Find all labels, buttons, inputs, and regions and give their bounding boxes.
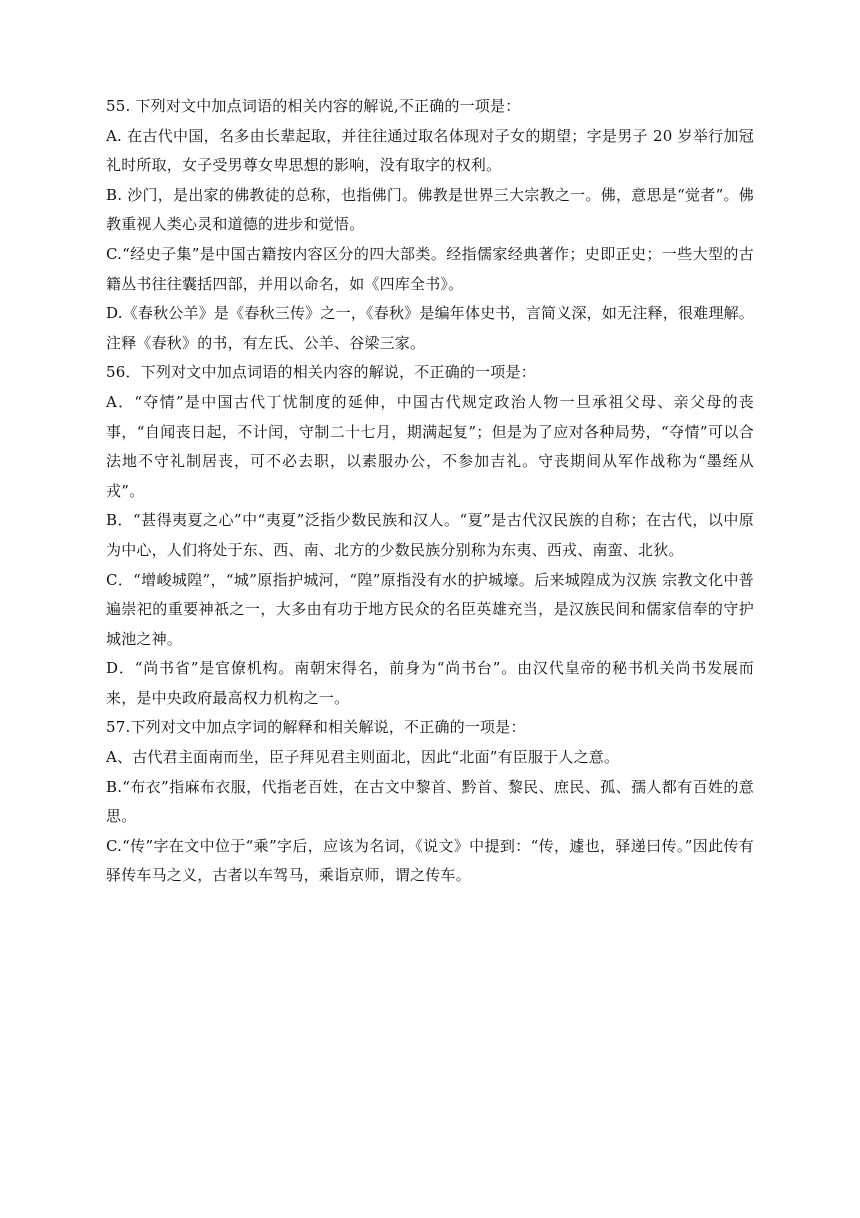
option-a: A．“夺情”是中国古代丁忧制度的延伸，中国古代规定政治人物一旦承祖父母、亲父母的丧事，“自闻丧日起，不计闰，守制二十七月，期满起复”；但是为了应对各种局势，“夺情”可以合法地不守礼制居丧，可不必去职，以素服办公，不参加吉礼。守丧期间从军作战称为“墨绖从戎”。 (106, 392, 754, 500)
option-b: B.“布衣”指麻布衣服，代指老百姓，在古文中黎首、黔首、黎民、庶民、孤、孺人都有百姓的意思。 (106, 777, 754, 826)
question-57 (106, 713, 754, 891)
option-c: C.“传”字在文中位于“乘”字后，应该为名词，《说文》中提到：“传，遽也，驿递曰传。”因此传有驿传车马之义，古者以车驾马，乘诣京师，谓之传车。 (106, 836, 754, 885)
question-title: 56．下列对文中加点词语的相关内容的解说，不正确的一项是： (106, 363, 536, 382)
question-title: 57.下列对文中加点字词的解释和相关解说，不正确的一项是： (106, 718, 526, 737)
option-c: C．“增峻城隍”，“城”原指护城河，“隍”原指没有水的护城壕。后来城隍成为汉族 宗教文化中普遍崇祀的重要神祇之一，大多由有功于地方民众的名臣英雄充当，是汉族民间和儒家信奉的守护城池之神。 (106, 570, 754, 648)
option-a: A. 在古代中国，名多由长辈起取，并往往通过取名体现对子女的期望；字是男子 20 岁举行加冠礼时所取，女子受男尊女卑思想的影响，没有取字的权利。 (106, 126, 754, 175)
option-c: C.“经史子集”是中国古籍按内容区分的四大部类。经指儒家经典著作；史即正史；一些大型的古籍丛书往往囊括四部，并用以命名，如《四库全书》。 (106, 244, 754, 293)
option-b: B．“甚得夷夏之心”中“夷夏”泛指少数民族和汉人。“夏”是古代汉民族的自称；在古代，以中原为中心，人们将处于东、西、南、北方的少数民族分别称为东夷、西戎、南蛮、北狄。 (106, 511, 754, 559)
option-b: B. 沙门，是出家的佛教徒的总称，也指佛门。佛教是世界三大宗教之一。佛，意思是“觉者”。佛教重视人类心灵和道德的进步和觉悟。 (106, 185, 754, 234)
option-d: D.《春秋公羊》是《春秋三传》之一，《春秋》是编年体史书，言简义深，如无注释，很难理解。注释《春秋》的书，有左氏、公羊、谷梁三家。 (106, 304, 754, 352)
option-d: D．“尚书省”是官僚机构。南朝宋得名，前身为“尚书台”。由汉代皇帝的秘书机关尚书发展而来，是中央政府最高权力机构之一。 (106, 659, 754, 707)
question-56 (106, 358, 754, 713)
option-a: A、古代君主面南而坐，臣子拜见君主则面北，因此“北面”有臣服于人之意。 (106, 748, 620, 767)
document-body (106, 92, 754, 891)
question-55 (106, 92, 754, 358)
question-title: 55. 下列对文中加点词语的相关内容的解说,不正确的一项是： (106, 97, 521, 115)
